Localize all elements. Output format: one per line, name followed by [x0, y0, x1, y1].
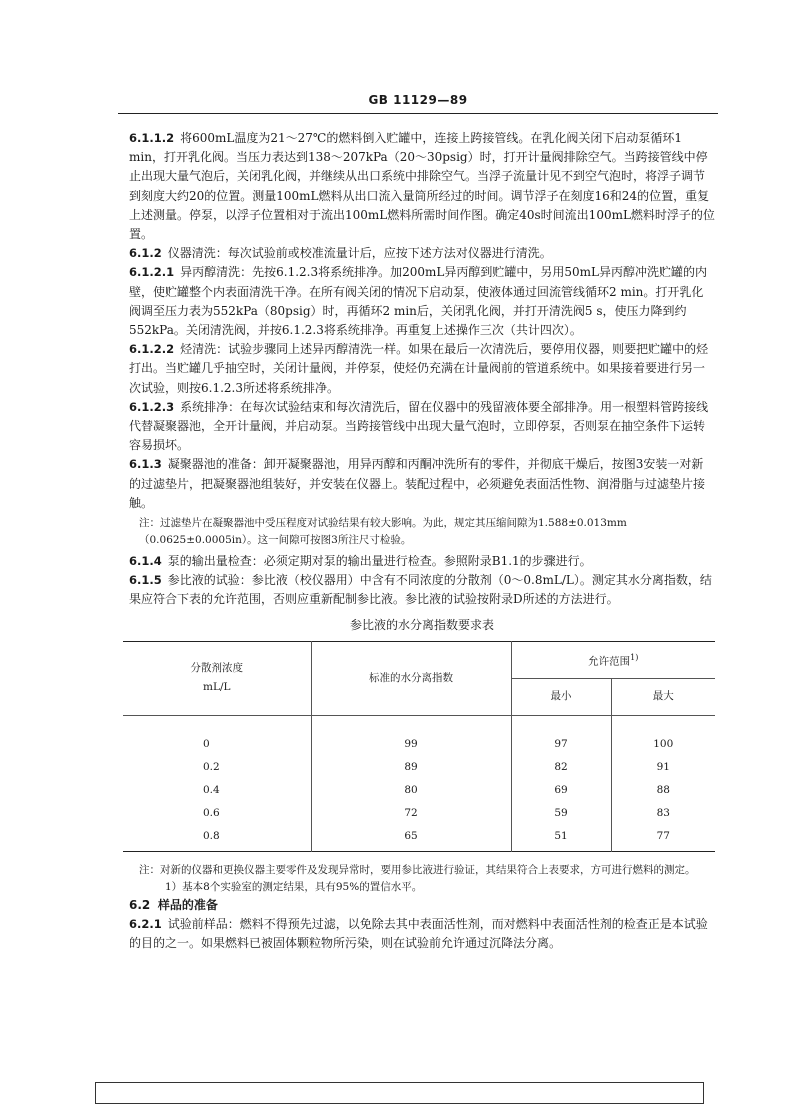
cell-min: 59	[511, 802, 611, 825]
para-6-1-2	[129, 244, 715, 263]
header-conc-label: 分散剂浓度	[190, 662, 243, 675]
para-6-2-1	[129, 915, 715, 953]
para-text: 异丙醇清洗：先按6.1.2.3将系统排净。加200mL异丙醇到贮罐中，另用50mL异丙醇冲洗贮罐的内壁，使贮罐整个内表面清洗干净。在所有阀关闭的情况下启动泵，使液体通过回流管线循环2 min。打开乳化阀调至压力表为552kPa（80psig）时，再循环2 min后，关闭乳化阀，并打开清洗阀5 s，使压力降到约552kPa。关闭清洗阀，并按6.1.2.3将系统排净。再重复上述操作三次（共计四次）。	[129, 265, 707, 338]
table-row	[123, 756, 715, 779]
section-number: 6.1.3	[129, 457, 162, 472]
bottom-frame	[95, 1082, 704, 1104]
table-title: 参比液的水分离指数要求表	[349, 617, 494, 632]
para-text: 将600mL温度为21～27℃的燃料倒入贮罐中，连接上跨接管线。在乳化阀关闭下启动泵循环1 min，打开乳化阀。当压力表达到138～207kPa（20～30psig）时，打开计量阀排除空气。当跨接管线中停止出现大量气泡后，关闭乳化阀，并继续从出口系统中排除空气。当浮子流量计见不到空气泡时，将浮子调节到刻度大约20的位置。测量100mL燃料从出口流入量筒所经过的时间。调节浮子在刻度16和24的位置，重复上述测量。停泵，以浮子位置相对于流出100mL燃料所需时间作图。确定40s时间流出100mL燃料时浮子的位置。	[129, 131, 715, 242]
table-row	[123, 779, 715, 802]
cell-std: 89	[311, 756, 511, 779]
para-6-1-2-1	[129, 263, 715, 340]
section-number: 6.1.2.1	[129, 265, 175, 280]
para-text: 烃清洗：试验步骤同上述异丙醇清洗一样。如果在最后一次清洗后，要停用仪器，则要把贮罐中的烃打出。当贮罐几乎抽空时，关闭计量阀，并停泵，使烃仍充满在计量阀前的管道系统中。如果接着要进行另一次试验，则按6.1.2.3所述将系统排净。	[129, 342, 709, 395]
cell-std: 65	[311, 825, 511, 852]
cell-min: 51	[511, 825, 611, 852]
cell-max: 100	[611, 715, 715, 756]
footnote-confidence: 1）基本8个实验室的测定结果，具有95%的置信水平。	[165, 880, 423, 893]
para-text: 系统排净：在每次试验结束和每次清洗后，留在仪器中的残留液体要全部排净。用一根塑料管跨接线代替凝聚器池，全开计量阀，并启动泵。当跨接管线中出现大量气泡时，立即停泵，否则泵在抽空条件下运转容易损坏。	[129, 399, 709, 453]
header-standard-index: 标准的水分离指数	[311, 641, 511, 715]
cell-std: 99	[311, 715, 511, 756]
note-filter-gasket: 注：过滤垫片在凝聚器池中受压程度对试验结果有较大影响。为此，规定其压缩间隙为1.588±0.013mm（0.0625±0.0005in）。这一间隙可按图3所注尺寸检验。	[139, 517, 627, 547]
para-text: 仪器清洗：每次试验前或校准流量计后，应按下述方法对仪器进行清洗。	[167, 246, 552, 261]
section-title: 样品的准备	[157, 897, 218, 912]
para-text: 凝聚器池的准备：卸开凝聚器池，用异丙醇和丙酮冲洗所有的零件，并彻底干燥后，按图3安装一对新的过滤垫片，把凝聚器池组装好，并安装在仪器上。装配过程中，必须避免表面活性物、润滑脂与过滤垫片接触。	[129, 457, 706, 510]
header-conc-unit: mL/L	[203, 681, 231, 694]
cell-max: 77	[611, 825, 715, 852]
para-6-1-2-2	[129, 340, 715, 398]
section-number: 6.1.2.2	[129, 342, 175, 357]
cell-std: 72	[311, 802, 511, 825]
cell-conc: 0	[123, 715, 311, 756]
page-header: GB 11129—89	[368, 93, 468, 107]
para-6-1-2-3	[129, 398, 715, 456]
cell-conc: 0.4	[123, 779, 311, 802]
cell-conc: 0.8	[123, 825, 311, 852]
para-6-1-5	[129, 571, 715, 609]
cell-conc: 0.2	[123, 756, 311, 779]
table-row	[123, 802, 715, 825]
note-verification: 注：对新的仪器和更换仪器主要零件及发现异常时，要用参比液进行验证，其结果符合上表要求，方可进行燃料的测定。	[139, 863, 696, 876]
table-row	[123, 825, 715, 852]
table-row	[123, 715, 715, 756]
page-body	[129, 129, 715, 953]
section-number: 6.1.2	[129, 246, 162, 261]
header-range-label: 允许范围	[588, 655, 631, 668]
section-number: 6.1.2.3	[129, 399, 175, 414]
section-number: 6.1.4	[129, 554, 162, 569]
header-min: 最小	[511, 678, 611, 715]
cell-min: 82	[511, 756, 611, 779]
para-text: 试验前样品：燃料不得预先过滤，以免除去其中表面活性剂，而对燃料中表面活性剂的检查正是本试验的目的之一。如果燃料已被固体颗粒物所污染，则在试验前允许通过沉降法分离。	[129, 917, 708, 951]
para-6-1-1-2	[129, 129, 715, 244]
section-number: 6.2.1	[129, 917, 162, 932]
section-number: 6.1.1.2	[129, 131, 175, 145]
reference-fluid-table	[123, 641, 715, 852]
para-6-1-4	[129, 552, 715, 571]
cell-max: 88	[611, 779, 715, 802]
cell-max: 83	[611, 802, 715, 825]
para-text: 泵的输出量检查：必须定期对泵的输出量进行检查。参照附录B1.1的步骤进行。	[167, 554, 592, 569]
cell-conc: 0.6	[123, 802, 311, 825]
cell-max: 91	[611, 756, 715, 779]
section-6-2-heading	[129, 896, 715, 915]
section-number: 6.2	[129, 897, 151, 912]
cell-min: 97	[511, 715, 611, 756]
para-6-1-3	[129, 455, 715, 513]
cell-min: 69	[511, 779, 611, 802]
header-max: 最大	[611, 678, 715, 715]
para-text: 参比液的试验：参比液（校仪器用）中含有不同浓度的分散剂（0～0.8mL/L）。测定其水分离指数，结果应符合下表的允许范围，否则应重新配制参比液。参比液的试验按附录D所述的方法进行。	[129, 573, 712, 607]
cell-std: 80	[311, 779, 511, 802]
footnote-marker: 1)	[630, 653, 639, 663]
header-dispersant-conc	[123, 641, 311, 715]
header-allowed-range	[511, 641, 715, 678]
section-number: 6.1.5	[129, 573, 162, 588]
header-rule	[118, 113, 718, 114]
